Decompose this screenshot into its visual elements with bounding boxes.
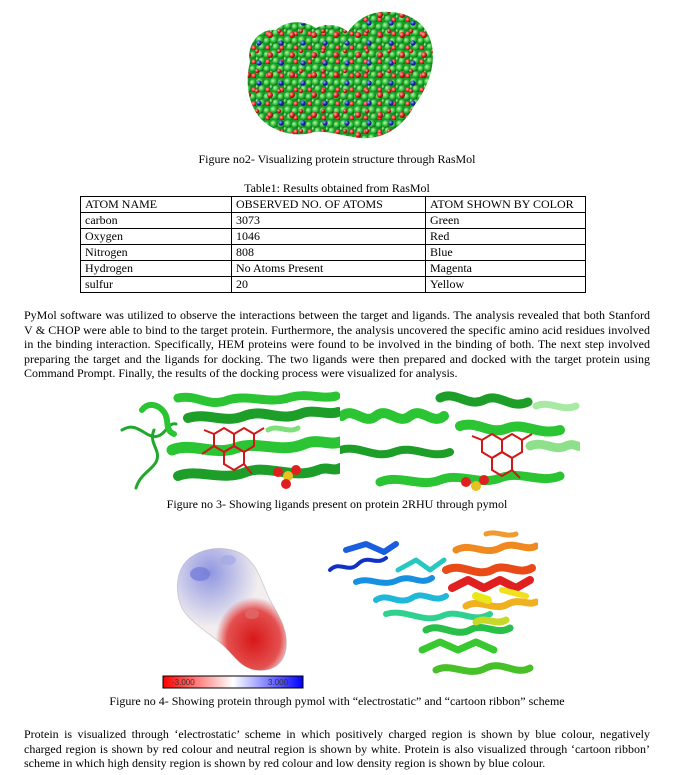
table-cell: 1046 [232,229,426,245]
table-cell: Magenta [426,261,586,277]
table1-caption: Table1: Results obtained from RasMol [244,181,430,195]
figure4-cartoon-ribbon-image [326,530,538,690]
atoms-table [80,196,586,293]
table-cell: Nitrogen [81,245,232,261]
scale-min-label: -3.000 [172,678,195,687]
table-header-cell: ATOM SHOWN BY COLOR [426,197,586,213]
table-cell: 20 [232,277,426,293]
table-cell: Yellow [426,277,586,293]
table-header-cell: OBSERVED NO. OF ATOMS [232,197,426,213]
table-cell: Oxygen [81,229,232,245]
table-cell: 3073 [232,213,426,229]
table-row [81,229,586,245]
table-cell: Blue [426,245,586,261]
table-header-cell: ATOM NAME [81,197,232,213]
table-row [81,277,586,293]
body-paragraph-1: PyMol software was utilized to observe the interactions between the target and ligands. The analysis revealed that both Stanford V & CHOP were able to bind to the target protein. Furthermore, the analysis uncovered the specific amino acid residues involved in the binding interaction. Specifically, HEM proteins were found to be involved in the binding of both. The next step involved preparing the target and the ligands for docking. The two ligands were then prepared and docked with the target protein using Command Prompt. Finally, the results of the docking process were visualized for analysis. [24,308,650,380]
table-row [81,261,586,277]
figure2-rasmol-image [242,8,436,144]
table-cell: carbon [81,213,232,229]
figure3-pymol-left-image [118,390,340,494]
figure2-caption: Figure no2- Visualizing protein structure through RasMol [198,152,476,166]
figure4-caption: Figure no 4- Showing protein through pymol with “electrostatic” and “cartoon ribbon” scheme [109,694,565,708]
table-cell: Green [426,213,586,229]
body-paragraph-2: Protein is visualized through ‘electrostatic’ scheme in which positively charged region is shown by blue colour, negatively charged region is shown by red colour and neutral region is shown by white. Protein is also visualized through ‘cartoon ribbon’ scheme in which high density region is shown by red colour and low density region is shown by blue colour. [24,727,650,770]
table-cell: sulfur [81,277,232,293]
scale-max-label: 3.000 [268,678,289,687]
table-cell: Red [426,229,586,245]
table-cell: No Atoms Present [232,261,426,277]
figure3-caption: Figure no 3- Showing ligands present on protein 2RHU through pymol [166,497,508,511]
figure4-electrostatic-image [162,544,304,690]
table-cell: Hydrogen [81,261,232,277]
table-header-row [81,197,586,213]
table-cell: 808 [232,245,426,261]
figure3-pymol-right-image [340,386,580,494]
table-row [81,213,586,229]
table-row [81,245,586,261]
